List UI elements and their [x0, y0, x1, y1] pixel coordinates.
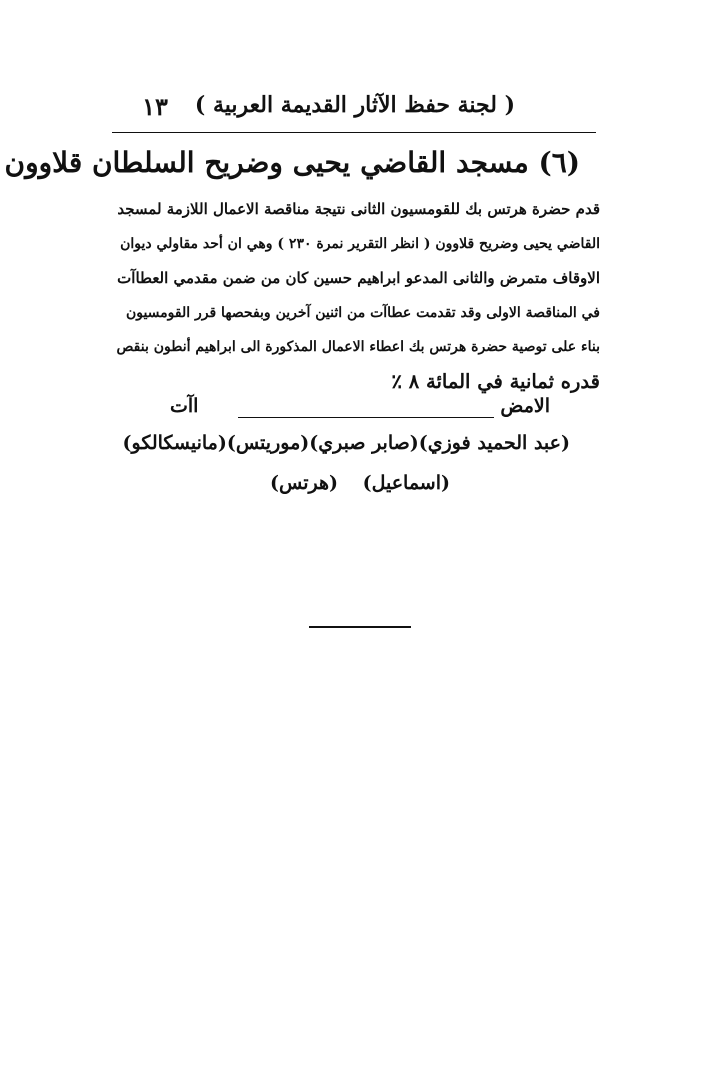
signatory-name: (اسماعيل) [362, 472, 450, 494]
signatory-name: (موريتس) [226, 432, 310, 454]
signatures-label-line [238, 417, 494, 418]
signatures-label [170, 395, 550, 417]
section-title: (٦) مسجد القاضي يحيى وضريح السلطان قلاوون [4, 146, 580, 179]
header-rule [112, 132, 596, 133]
body-line: الاوقاف متمرض والثانى المدعو ابراهيم حسين كان من ضمن مقدمي العطاآت [117, 269, 600, 287]
signatures-label-end: اآت [170, 395, 199, 417]
signatory-name: (عبد الحميد فوزي) [418, 432, 570, 454]
signatories-row-2 [270, 472, 450, 494]
body-paragraph [110, 192, 600, 399]
signatory-name: (صابر صبري) [309, 432, 419, 454]
body-line: في المناقصة الاولى وقد تقدمت عطاآت من اثنين آخرين وبفحصها قرر القومسيون [125, 304, 600, 321]
signatures-label-start: الامض [500, 395, 550, 417]
end-rule [309, 626, 411, 628]
body-line: قدم حضرة هرتس بك للقومسيون الثانى نتيجة مناقصة الاعمال اللازمة لمسجد [117, 200, 600, 218]
page-number: ١٣ [142, 92, 168, 121]
signatories-row-1 [122, 432, 570, 454]
signatory-name: (مانيسكالكو) [122, 432, 227, 454]
body-line: قدره ثمانية في المائة ٨ ٪ [391, 369, 600, 393]
body-line: القاضي يحيى وضريح قلاوون ( انظر التقرير نمرة ٢٣٠ ) وهي ان أحد مقاولي ديوان [120, 235, 600, 252]
running-header-title: ( لجنة حفظ الآثار القديمة العربية ) [194, 92, 515, 118]
body-line: بناء على توصية حضرة هرتس بك اعطاء الاعمال المذكورة الى ابراهيم أنطون بنقص [116, 339, 600, 355]
signatory-name: (هرتس) [270, 472, 338, 494]
